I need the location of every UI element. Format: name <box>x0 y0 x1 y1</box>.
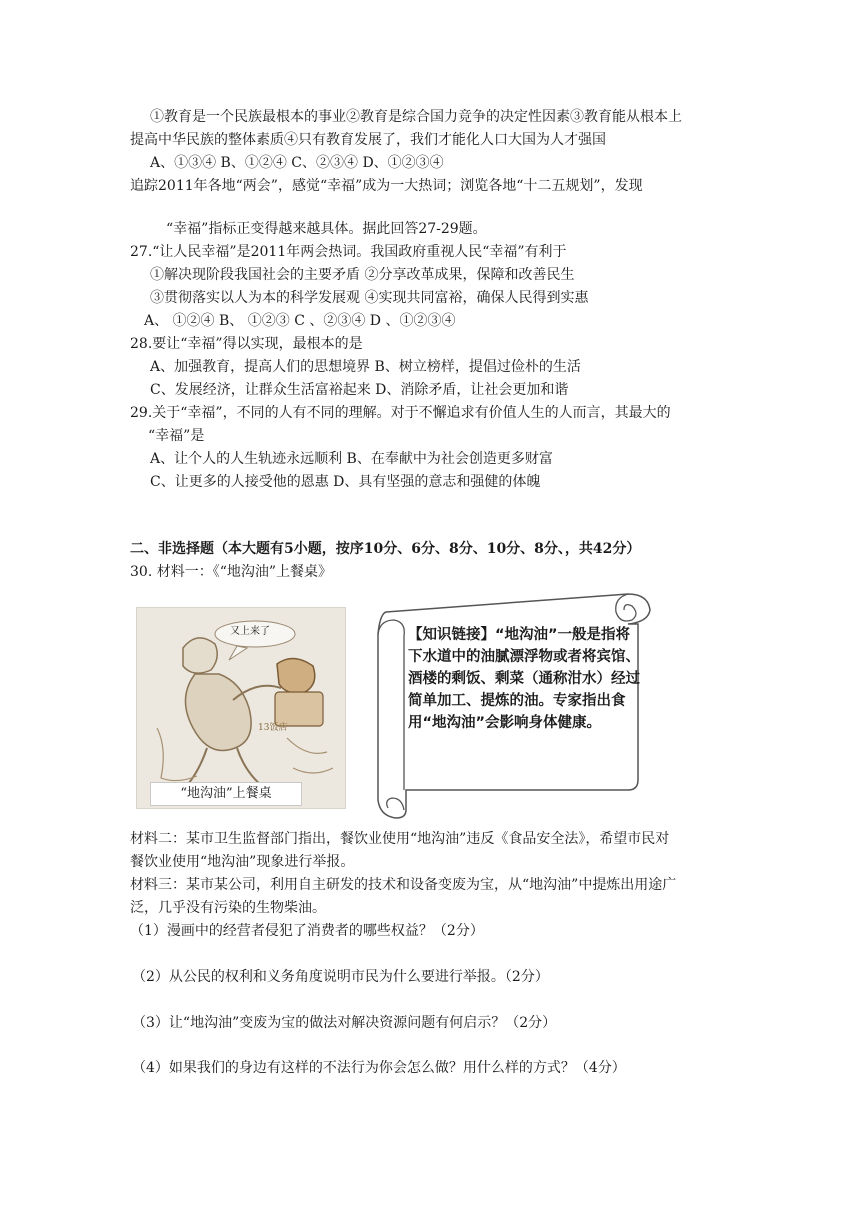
q28-options-ab: A、加强教育，提高人们的思想境界 B、树立榜样，提倡过俭朴的生活 <box>150 359 581 375</box>
q28-options-cd: C、发展经济，让群众生活富裕起来 D、消除矛盾，让社会更加和谐 <box>150 382 569 398</box>
sub-question-4: （4）如果我们的身边有这样的不法行为你会怎么做？用什么样的方式？（4分） <box>132 1060 626 1076</box>
cartoon-speech-bubble: 又上来了 <box>230 626 270 637</box>
section-2-title: 二、非选择题（本大题有5小题，按序10分、6分、8分、10分、8分、，共42分） <box>130 541 641 557</box>
cartoon-drawing <box>137 608 345 808</box>
q29-options-ab: A、让个人的人生轨迹永远顺利 B、在奉献中为社会创造更多财富 <box>150 451 553 467</box>
q29-stem-2: “幸福”是 <box>148 428 205 444</box>
q27-statements-2: ③贯彻落实以人为本的科学发展观 ④实现共同富裕，确保人民得到实惠 <box>150 290 589 306</box>
sub-question-3: （3）让“地沟油”变废为宝的做法对解决资源问题有何启示？（2分） <box>132 1015 557 1031</box>
q28-stem: 28.要让“幸福”得以实现，最根本的是 <box>130 336 363 352</box>
q26-statement-2: 提高中华民族的整体素质④只有教育发展了，我们才能化人口大国为人才强国 <box>130 132 606 148</box>
cartoon-caption: “地沟油”上餐桌 <box>150 782 302 806</box>
q27-statements-1: ①解决现阶段我国社会的主要矛盾 ②分享改革成果，保障和改善民生 <box>150 267 575 283</box>
q27-stem: 27.“让人民幸福”是2011年两会热词。我国政府重视人民“幸福”有利于 <box>130 244 567 260</box>
q29-stem-1: 29.关于“幸福”，不同的人有不同的理解。对于不懈追求有价值人生的人而言，其最大的 <box>130 405 671 421</box>
intro-line-2: “幸福”指标正变得越来越具体。据此回答27-29题。 <box>166 221 487 237</box>
cartoon-restaurant-label: 13饭店 <box>258 723 288 733</box>
q26-options: A、①③④ B、①②④ C、②③④ D、①②③④ <box>150 155 444 171</box>
knowledge-link-text: 【知识链接】“地沟油”一般是指将下水道中的油腻漂浮物或者将宾馆、酒楼的剩饭、剩菜（通称泔水）经过简单加工、提炼的油。专家指出食用“地沟油”会影响身体健康。 <box>408 627 640 731</box>
material-3-line-2: 泛，几乎没有污染的生物柴油。 <box>130 900 326 916</box>
material-2-line-1: 材料二：某市卫生监督部门指出，餐饮业使用“地沟油”违反《食品安全法》，希望市民对 <box>130 831 670 847</box>
material-2-line-2: 餐饮业使用“地沟油”现象进行举报。 <box>130 854 355 870</box>
q26-statement-1: ①教育是一个民族最根本的事业②教育是综合国力竞争的决定性因素③教育能从根本上 <box>150 109 682 125</box>
q29-options-cd: C、让更多的人接受他的恩惠 D、具有坚强的意志和强健的体魄 <box>150 474 541 490</box>
q27-options: A、 ①②④ B、 ①②③ C 、②③④ D 、①②③④ <box>144 313 456 329</box>
q30-material-1-title: 30. 材料一：《“地沟油”上餐桌》 <box>130 564 333 580</box>
sub-question-2: （2）从公民的权利和义务角度说明市民为什么要进行举报。（2分） <box>132 969 549 985</box>
material-3-line-1: 材料三：某市某公司，利用自主研发的技术和设备变废为宝，从“地沟油”中提炼出用途广 <box>130 877 677 893</box>
sub-question-1: （1）漫画中的经营者侵犯了消费者的哪些权益？（2分） <box>130 923 484 939</box>
intro-line-1: 追踪2011年各地“两会”，感觉“幸福”成为一大热词；浏览各地“十二五规划”，发现 <box>130 178 643 194</box>
